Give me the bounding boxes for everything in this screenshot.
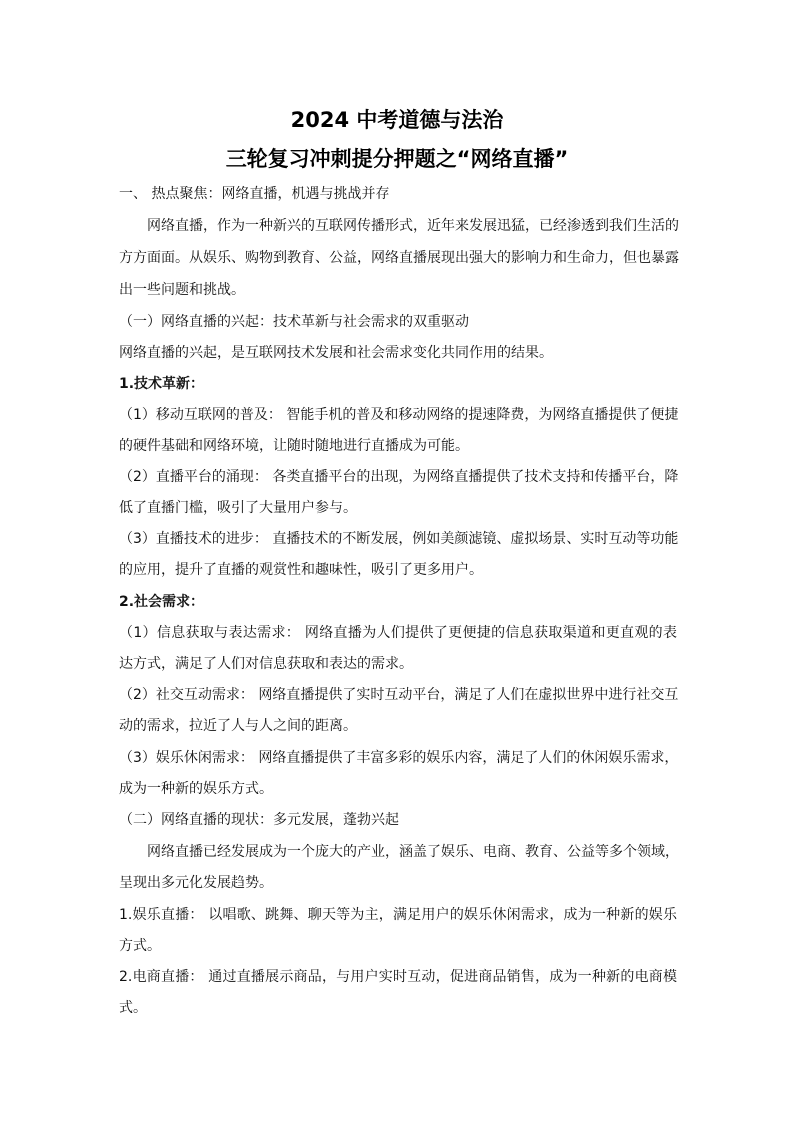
paragraph-line: （2）社交互动需求： 网络直播提供了实时互动平台，满足了人们在虚拟世界中进行社交互 bbox=[119, 687, 679, 703]
paragraph-line: 出一些问题和挑战。 bbox=[119, 282, 245, 298]
paragraph-line: 式。 bbox=[119, 1000, 147, 1016]
paragraph-line: （3）直播技术的进步： 直播技术的不断发展，例如美颜滤镜、虚拟场景、实时互动等功能 bbox=[119, 531, 679, 547]
doc-title-line-2: 三轮复习冲刺提分押题之“网络直播” bbox=[225, 147, 569, 171]
doc-title-line-1: 2024 中考道德与法治 bbox=[290, 108, 504, 132]
paragraph-line: 低了直播门槛，吸引了大量用户参与。 bbox=[119, 500, 357, 516]
numbered-heading: 1.技术革新： bbox=[119, 376, 205, 392]
paragraph-line: （3）娱乐休闲需求： 网络直播提供了丰富多彩的娱乐内容，满足了人们的休闲娱乐需求， bbox=[119, 750, 679, 766]
paragraph-line: 网络直播已经发展成为一个庞大的产业，涵盖了娱乐、电商、教育、公益等多个领域， bbox=[147, 844, 679, 860]
paragraph-line: （1）移动互联网的普及： 智能手机的普及和移动网络的提速降费，为网络直播提供了便捷 bbox=[119, 407, 679, 423]
paragraph-line: 的硬件基础和网络环境，让随时随地进行直播成为可能。 bbox=[119, 438, 469, 454]
subsection-heading: （一）网络直播的兴起：技术革新与社会需求的双重驱动 bbox=[119, 314, 469, 330]
paragraph-line: 1.娱乐直播： 以唱歌、跳舞、聊天等为主，满足用户的娱乐休闲需求，成为一种新的娱乐 bbox=[119, 907, 677, 923]
paragraph-line: 成为一种新的娱乐方式。 bbox=[119, 781, 273, 797]
paragraph-line: 方式。 bbox=[119, 938, 161, 954]
section-heading: 一、 热点聚焦：网络直播，机遇与挑战并存 bbox=[119, 186, 390, 202]
paragraph-line: 方方面面。从娱乐、购物到教育、公益，网络直播展现出强大的影响力和生命力，但也暴露 bbox=[119, 250, 679, 266]
paragraph-line: 网络直播，作为一种新兴的互联网传播形式，近年来发展迅猛，已经渗透到我们生活的 bbox=[147, 218, 679, 234]
subsection-heading: （二）网络直播的现状：多元发展，蓬勃兴起 bbox=[119, 812, 399, 828]
paragraph-line: （2）直播平台的涌现： 各类直播平台的出现，为网络直播提供了技术支持和传播平台，降 bbox=[119, 469, 679, 485]
numbered-heading: 2.社会需求： bbox=[119, 594, 205, 610]
paragraph-line: 网络直播的兴起，是互联网技术发展和社会需求变化共同作用的结果。 bbox=[119, 345, 553, 361]
paragraph-line: （1）信息获取与表达需求： 网络直播为人们提供了更便捷的信息获取渠道和更直观的表 bbox=[119, 625, 677, 641]
paragraph-line: 呈现出多元化发展趋势。 bbox=[119, 875, 273, 891]
paragraph-line: 动的需求，拉近了人与人之间的距离。 bbox=[119, 718, 357, 734]
paragraph-line: 的应用，提升了直播的观赏性和趣味性，吸引了更多用户。 bbox=[119, 562, 483, 578]
paragraph-line: 2.电商直播： 通过直播展示商品，与用户实时互动，促进商品销售，成为一种新的电商模 bbox=[119, 969, 677, 985]
paragraph-line: 达方式，满足了人们对信息获取和表达的需求。 bbox=[119, 656, 413, 672]
